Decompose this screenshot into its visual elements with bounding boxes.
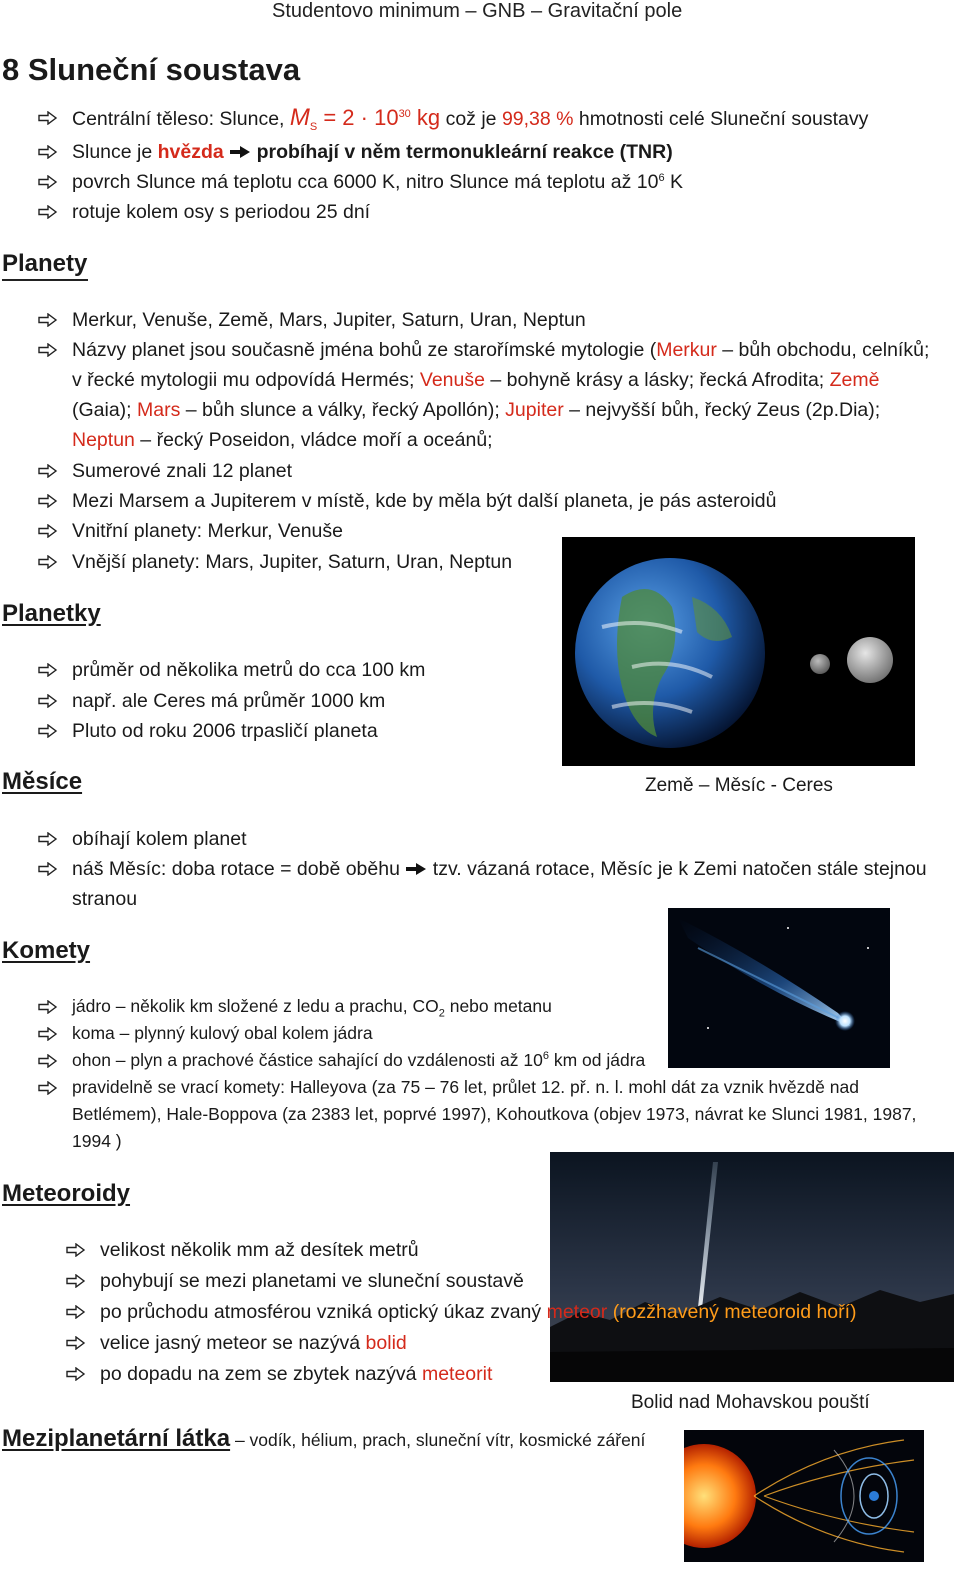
section-heading-planets: Planety — [2, 250, 88, 277]
arrow-bullet-icon — [38, 655, 58, 685]
planetoids-diameter-line: průměr od několika metrů do cca 100 km — [72, 659, 426, 681]
moons-rotation-line: náš Měsíc: doba rotace = době oběhu tzv. vázaná rotace, Měsíc je k Zemi natočen stále stejnou — [72, 858, 927, 880]
arrow-bullet-icon — [38, 305, 58, 335]
bolide-image — [550, 1152, 954, 1382]
arrow-bullet-icon — [66, 1235, 86, 1265]
arrow-bullet-icon — [66, 1297, 86, 1327]
arrow-bullet-icon — [38, 824, 58, 854]
arrow-bullet-icon — [38, 686, 58, 716]
arrow-bullet-icon — [38, 1074, 58, 1101]
image-caption: Země – Měsíc - Ceres — [645, 775, 833, 796]
arrow-bullet-icon — [38, 516, 58, 546]
moons-rotation-line: stranou — [72, 888, 138, 910]
section-heading-moons: Měsíce — [2, 768, 83, 795]
comets-coma-line: koma – plynný kulový obal kolem jádra — [72, 1023, 373, 1043]
planets-mythology-line: Neptun – řecký Poseidon, vládce moří a oceánů; — [72, 429, 493, 451]
arrow-bullet-icon — [38, 456, 58, 486]
arrow-bullet-icon — [38, 1047, 58, 1074]
arrow-bullet-icon — [66, 1266, 86, 1296]
solar-wind-image — [684, 1430, 924, 1562]
sun-rotation-line: rotuje kolem osy s periodou 25 dní — [72, 201, 371, 223]
arrow-bullet-icon — [38, 167, 58, 197]
arrow-bullet-icon — [66, 1328, 86, 1358]
comets-periodic-line: 1994 ) — [72, 1131, 122, 1151]
planets-asteroid-belt-line: Mezi Marsem a Jupiterem v místě, kde by měla být další planeta, je pás asteroidů — [72, 490, 777, 512]
sun-temperature-line: povrch Slunce má teplotu cca 6000 K, nitro Slunce má teplotu až $10^6$ K — [72, 171, 683, 193]
arrow-bullet-icon — [38, 335, 58, 365]
planets-mythology-line: (Gaia); Mars – bůh slunce a války, řecký Apollón); Jupiter – nejvyšší bůh, řecký Zeus (2p.Dia); — [72, 399, 881, 421]
comets-nucleus-line: jádro – několik km složené z ledu a prachu, $CO_2$ nebo metanu — [72, 996, 552, 1020]
planets-mythology-line: v řecké mytologii mu odpovídá Hermés; Venuše – bohyně krásy a lásky; řecká Afrodita; Země — [72, 369, 880, 391]
comets-tail-line: ohon – plyn a prachové částice sahající do vzdálenosti až $10^6$ km od jádra — [72, 1050, 646, 1070]
arrow-bullet-icon — [38, 197, 58, 227]
arrow-bullet-icon — [38, 137, 58, 167]
meteoroids-meteor-line: po průchodu atmosférou vzniká optický úkaz zvaný meteor (rozžhavený meteoroid hoří) — [100, 1301, 857, 1323]
planets-sumerians-line: Sumerové znali 12 planet — [72, 460, 293, 482]
planets-list-line: Merkur, Venuše, Země, Mars, Jupiter, Saturn, Uran, Neptun — [72, 309, 586, 331]
image-caption: Bolid nad Mohavskou pouští — [631, 1392, 870, 1413]
moons-orbit-line: obíhají kolem planet — [72, 828, 247, 850]
planets-inner-line: Vnitřní planety: Merkur, Venuše — [72, 520, 343, 542]
page-title: 8 Sluneční soustava — [2, 52, 301, 87]
meteoroids-bolide-line: velice jasný meteor se nazývá bolid — [100, 1332, 407, 1354]
section-heading-meteoroids: Meteoroidy — [2, 1180, 131, 1207]
section-heading-planetoids: Planetky — [2, 600, 101, 627]
earth-moon-ceres-image — [562, 537, 915, 766]
arrow-bullet-icon — [38, 993, 58, 1020]
sun-mass-line: Centrální těleso: Slunce, $M_S = 2 \cdot 10^{30}$ kg což je 99,38 % hmotnosti celé Sluneční soustavy — [72, 104, 869, 133]
arrow-bullet-icon — [38, 547, 58, 577]
arrow-bullet-icon — [38, 103, 58, 133]
meteoroids-size-line: velikost několik mm až desítek metrů — [100, 1239, 419, 1261]
bold-arrow-icon — [229, 145, 251, 159]
planets-outer-line: Vnější planety: Mars, Jupiter, Saturn, Uran, Neptun — [72, 551, 513, 573]
comet-image — [668, 908, 890, 1068]
bold-arrow-icon — [405, 862, 427, 876]
section-heading-interplanetary: Meziplanetární látka — [2, 1425, 231, 1452]
meteoroids-meteorite-line: po dopadu na zem se zbytek nazývá meteorit — [100, 1363, 493, 1385]
planetoids-pluto-line: Pluto od roku 2006 trpasličí planeta — [72, 720, 378, 742]
heading-underline — [2, 279, 88, 281]
arrow-bullet-icon — [38, 716, 58, 746]
arrow-bullet-icon — [38, 1020, 58, 1047]
comets-periodic-line: pravidelně se vrací komety: Halleyova (za 75 – 76 let, průlet 12. př. n. l. mohl dát za vznik hvězdě nad — [72, 1077, 859, 1097]
interplanetary-line: Meziplanetární látka – vodík, hélium, prach, sluneční vítr, kosmické záření — [2, 1425, 646, 1452]
arrow-bullet-icon — [38, 854, 58, 884]
comets-periodic-line: Betlémem), Hale-Boppova (za 2383 let, poprvé 1997), Kohoutkova (objev 1973, návrat ke Slunci 1981, 1987, — [72, 1104, 917, 1124]
arrow-bullet-icon — [38, 486, 58, 516]
sun-star-line: Slunce je hvězda probíhají v něm termonukleární reakce (TNR) — [72, 141, 673, 163]
section-heading-comets: Komety — [2, 937, 91, 964]
meteoroids-motion-line: pohybují se mezi planetami ve sluneční soustavě — [100, 1270, 524, 1292]
planetoids-ceres-line: např. ale Ceres má průměr 1000 km — [72, 690, 386, 712]
arrow-bullet-icon — [66, 1359, 86, 1389]
running-header: Studentovo minimum – GNB – Gravitační pole — [272, 0, 683, 22]
planets-mythology-line: Názvy planet jsou současně jména bohů ze starořímské mytologie (Merkur – bůh obchodu, celníků; — [72, 339, 930, 361]
